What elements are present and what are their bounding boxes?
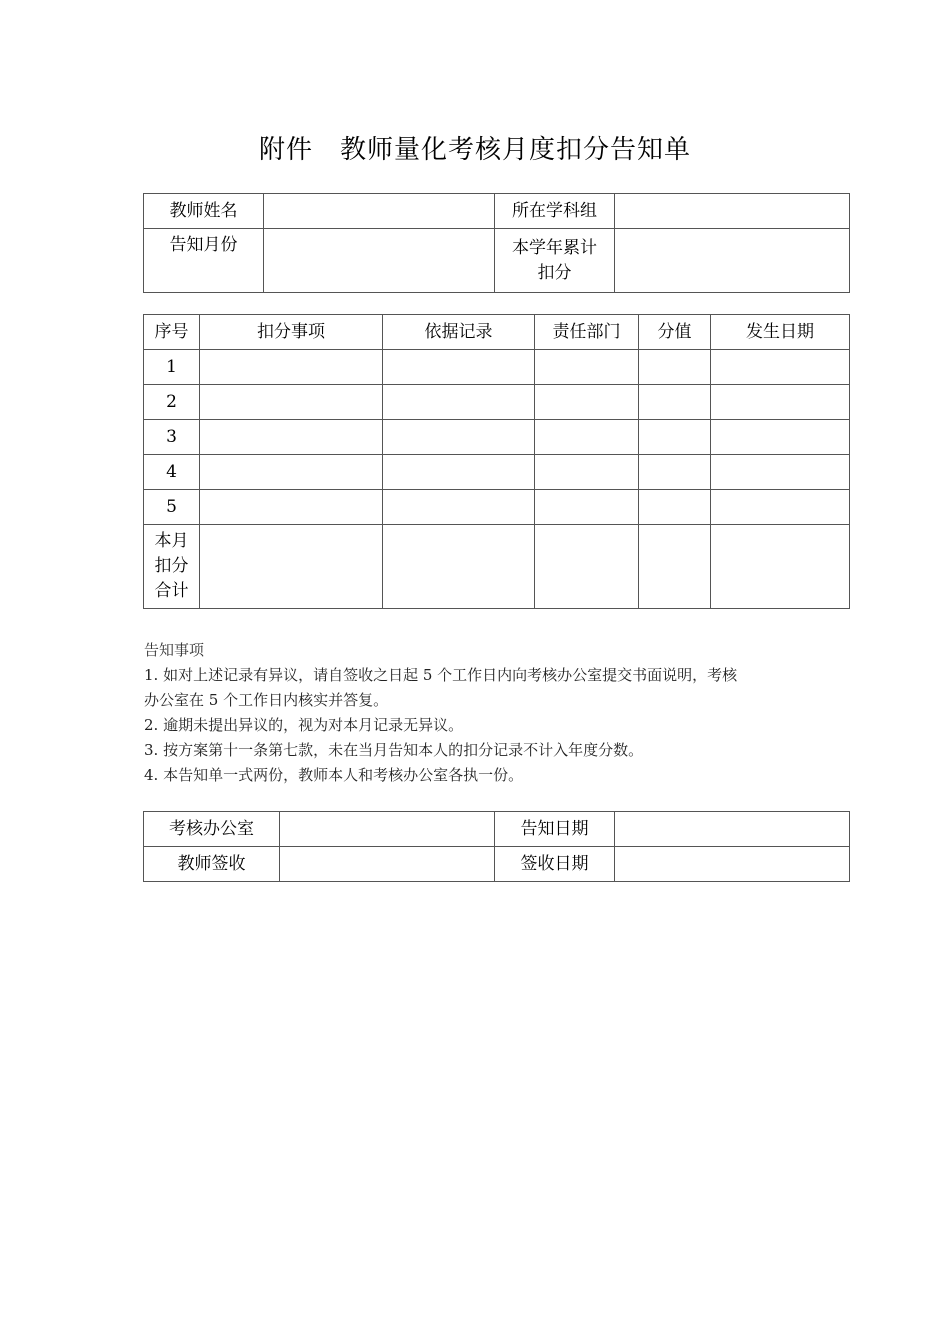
monthly-total-score-cell[interactable] <box>639 525 711 609</box>
row-record-cell[interactable] <box>383 455 535 490</box>
row-item-cell[interactable] <box>200 420 383 455</box>
teacher-sign-field[interactable] <box>280 847 495 882</box>
header-score: 分值 <box>639 315 711 350</box>
signature-row-2 <box>144 847 850 882</box>
row-dept-cell[interactable] <box>535 455 639 490</box>
header-date: 发生日期 <box>711 315 850 350</box>
monthly-total-label-line: 扣分 <box>154 556 189 576</box>
notice-item: 2. 逾期未提出异议的，视为对本月记录无异议。 <box>144 716 464 734</box>
year-total-field[interactable] <box>615 229 850 293</box>
notice-heading: 告知事项 <box>144 641 205 659</box>
table-row <box>144 455 850 490</box>
monthly-total-row <box>144 525 850 609</box>
monthly-total-label-line: 本月 <box>154 531 189 551</box>
row-dept-cell[interactable] <box>535 490 639 525</box>
document-title: 附件 教师量化考核月度扣分告知单 <box>258 135 691 165</box>
row-item-cell[interactable] <box>200 490 383 525</box>
row-date-cell[interactable] <box>711 350 850 385</box>
row-score-cell[interactable] <box>639 420 711 455</box>
signature-row-1 <box>144 812 850 847</box>
row-record-cell[interactable] <box>383 385 535 420</box>
teacher-name-field[interactable] <box>264 194 495 229</box>
header-record: 依据记录 <box>383 315 535 350</box>
notice-item: 1. 如对上述记录有异议，请自签收之日起 5 个工作日内向考核办公室提交书面说明，考核 <box>144 666 738 684</box>
row-record-cell[interactable] <box>383 350 535 385</box>
header-item: 扣分事项 <box>200 315 383 350</box>
header-no: 序号 <box>144 315 200 350</box>
deduction-header-row <box>144 315 850 350</box>
notice-date-label: 告知日期 <box>495 812 615 847</box>
monthly-total-record-cell[interactable] <box>383 525 535 609</box>
monthly-total-date-cell[interactable] <box>711 525 850 609</box>
row-dept-cell[interactable] <box>535 420 639 455</box>
row-item-cell[interactable] <box>200 455 383 490</box>
info-row-2 <box>144 229 850 293</box>
monthly-total-item-cell[interactable] <box>200 525 383 609</box>
row-score-cell[interactable] <box>639 385 711 420</box>
monthly-total-label-line: 合计 <box>154 581 189 601</box>
notice-item: 4. 本告知单一式两份，教师本人和考核办公室各执一份。 <box>144 766 524 784</box>
row-item-cell[interactable] <box>200 385 383 420</box>
deduction-table <box>143 314 850 609</box>
table-row <box>144 385 850 420</box>
row-no: 1 <box>144 350 200 385</box>
sign-date-field[interactable] <box>615 847 850 882</box>
table-row <box>144 420 850 455</box>
year-total-label <box>495 229 615 293</box>
monthly-total-label <box>144 525 200 609</box>
row-dept-cell[interactable] <box>535 385 639 420</box>
notice-month-label: 告知月份 <box>144 229 264 293</box>
monthly-total-dept-cell[interactable] <box>535 525 639 609</box>
teacher-sign-label: 教师签收 <box>144 847 280 882</box>
row-score-cell[interactable] <box>639 490 711 525</box>
row-no: 5 <box>144 490 200 525</box>
row-date-cell[interactable] <box>711 385 850 420</box>
notice-section <box>144 638 824 788</box>
row-record-cell[interactable] <box>383 420 535 455</box>
year-total-label-line2: 扣分 <box>537 262 572 283</box>
notice-item: 3. 按方案第十一条第七款，未在当月告知本人的扣分记录不计入年度分数。 <box>144 741 644 759</box>
subject-group-field[interactable] <box>615 194 850 229</box>
row-no: 3 <box>144 420 200 455</box>
teacher-info-table <box>143 193 850 293</box>
notice-date-field[interactable] <box>615 812 850 847</box>
row-record-cell[interactable] <box>383 490 535 525</box>
notice-month-field[interactable] <box>264 229 495 293</box>
signature-table <box>143 811 850 882</box>
row-score-cell[interactable] <box>639 455 711 490</box>
row-date-cell[interactable] <box>711 420 850 455</box>
info-row-1 <box>144 194 850 229</box>
row-no: 2 <box>144 385 200 420</box>
notice-item: 办公室在 5 个工作日内核实并答复。 <box>144 691 389 709</box>
teacher-name-label: 教师姓名 <box>144 194 264 229</box>
subject-group-label: 所在学科组 <box>495 194 615 229</box>
office-field[interactable] <box>280 812 495 847</box>
row-no: 4 <box>144 455 200 490</box>
table-row <box>144 350 850 385</box>
header-dept: 责任部门 <box>535 315 639 350</box>
year-total-label-line1: 本学年累计 <box>512 237 597 258</box>
table-row <box>144 490 850 525</box>
office-label: 考核办公室 <box>144 812 280 847</box>
row-date-cell[interactable] <box>711 455 850 490</box>
row-score-cell[interactable] <box>639 350 711 385</box>
row-dept-cell[interactable] <box>535 350 639 385</box>
sign-date-label: 签收日期 <box>495 847 615 882</box>
row-item-cell[interactable] <box>200 350 383 385</box>
row-date-cell[interactable] <box>711 490 850 525</box>
